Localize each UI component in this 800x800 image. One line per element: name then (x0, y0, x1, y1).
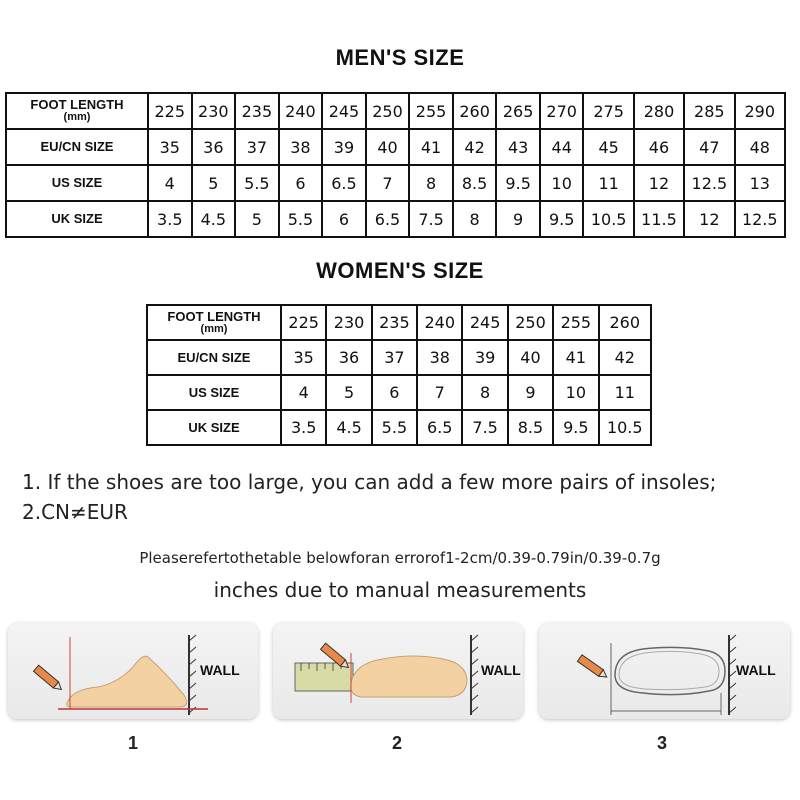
size-cell: 5 (235, 201, 279, 237)
row-label-unit: (mm) (63, 111, 91, 123)
size-cell: 270 (540, 93, 584, 129)
row-label (147, 340, 281, 375)
size-cell: 37 (372, 340, 417, 375)
size-cell: 260 (453, 93, 497, 129)
size-cell: 5 (326, 375, 371, 410)
size-cell: 45 (583, 129, 633, 165)
measure-step-2-panel (273, 623, 523, 719)
size-cell: 12.5 (684, 165, 734, 201)
size-cell: 230 (192, 93, 236, 129)
row-label-text: US SIZE (188, 384, 240, 400)
note-insoles: 1. If the shoes are too large, you can add a few more pairs of insoles; (22, 470, 717, 494)
size-cell: 6 (322, 201, 366, 237)
size-cell: 275 (583, 93, 633, 129)
size-cell: 38 (417, 340, 462, 375)
size-cell: 7.5 (409, 201, 453, 237)
size-cell: 235 (372, 305, 417, 340)
row-label-text: FOOT LENGTH (167, 308, 261, 324)
size-cell: 37 (235, 129, 279, 165)
size-cell: 7 (366, 165, 410, 201)
size-row (6, 201, 785, 237)
size-cell: 8.5 (453, 165, 497, 201)
size-cell: 255 (553, 305, 598, 340)
size-cell: 255 (409, 93, 453, 129)
row-label-text: EU/CN SIZE (177, 349, 251, 365)
size-cell: 9 (508, 375, 553, 410)
size-row (6, 93, 785, 129)
mens-size-table (5, 92, 786, 238)
disclaimer-line-2: inches due to manual measurements (213, 578, 587, 602)
size-cell: 8 (462, 375, 507, 410)
size-cell: 9.5 (496, 165, 540, 201)
size-cell: 6.5 (417, 410, 462, 445)
size-cell: 41 (553, 340, 598, 375)
size-row (6, 129, 785, 165)
size-row (147, 305, 651, 340)
size-cell: 225 (281, 305, 326, 340)
size-cell: 5 (192, 165, 236, 201)
size-row (147, 340, 651, 375)
size-cell: 240 (279, 93, 323, 129)
size-cell: 6.5 (322, 165, 366, 201)
size-cell: 42 (599, 340, 651, 375)
row-label (6, 165, 148, 201)
size-cell: 40 (366, 129, 410, 165)
size-cell: 5.5 (235, 165, 279, 201)
size-row (147, 410, 651, 445)
size-cell: 35 (148, 129, 192, 165)
size-cell: 285 (684, 93, 734, 129)
size-row (6, 165, 785, 201)
size-cell: 6 (279, 165, 323, 201)
size-cell: 8 (409, 165, 453, 201)
size-cell: 8.5 (508, 410, 553, 445)
size-cell: 48 (735, 129, 786, 165)
size-cell: 8 (453, 201, 497, 237)
step-number-2: 2 (392, 733, 403, 753)
size-cell: 10.5 (599, 410, 651, 445)
size-cell: 6 (372, 375, 417, 410)
size-cell: 5.5 (279, 201, 323, 237)
size-cell: 4 (148, 165, 192, 201)
step-number-1: 1 (128, 733, 139, 753)
size-cell: 4.5 (326, 410, 371, 445)
row-label (6, 93, 148, 129)
size-cell: 36 (326, 340, 371, 375)
row-label (6, 129, 148, 165)
size-cell: 39 (462, 340, 507, 375)
row-label-text: UK SIZE (51, 211, 103, 226)
size-cell: 265 (496, 93, 540, 129)
row-label-unit: (mm) (200, 322, 228, 335)
size-cell: 10.5 (583, 201, 633, 237)
size-cell: 245 (462, 305, 507, 340)
row-label (147, 375, 281, 410)
size-cell: 225 (148, 93, 192, 129)
size-cell: 230 (326, 305, 371, 340)
womens-size-table (146, 304, 652, 446)
size-cell: 250 (508, 305, 553, 340)
size-cell: 40 (508, 340, 553, 375)
size-cell: 12 (634, 165, 684, 201)
wall-label: WALL (736, 662, 776, 678)
size-cell: 250 (366, 93, 410, 129)
size-cell: 3.5 (281, 410, 326, 445)
size-cell: 9.5 (553, 410, 598, 445)
wall-label: WALL (481, 662, 521, 678)
size-cell: 10 (540, 165, 584, 201)
size-cell: 7.5 (462, 410, 507, 445)
size-cell: 38 (279, 129, 323, 165)
size-cell: 9 (496, 201, 540, 237)
row-label-text: FOOT LENGTH (30, 97, 124, 112)
size-cell: 9.5 (540, 201, 584, 237)
row-label (6, 201, 148, 237)
size-cell: 35 (281, 340, 326, 375)
size-row (147, 375, 651, 410)
disclaimer-line-1: Pleaserefertothetable belowforan errorof1-2cm/0.39-0.79in/0.39-0.7g (139, 549, 661, 567)
size-cell: 10 (553, 375, 598, 410)
size-cell: 44 (540, 129, 584, 165)
mens-size-title: MEN'S SIZE (335, 45, 465, 70)
measure-step-1-panel (8, 623, 258, 719)
note-cn-eur: 2.CN≠EUR (22, 500, 128, 524)
size-cell: 235 (235, 93, 279, 129)
size-cell: 12 (684, 201, 734, 237)
size-cell: 240 (417, 305, 462, 340)
size-cell: 11 (599, 375, 651, 410)
step-number-3: 3 (657, 733, 668, 753)
size-cell: 11.5 (634, 201, 684, 237)
size-cell: 7 (417, 375, 462, 410)
size-cell: 280 (634, 93, 684, 129)
row-label-text: US SIZE (51, 175, 103, 190)
size-cell: 39 (322, 129, 366, 165)
size-cell: 13 (735, 165, 786, 201)
size-cell: 36 (192, 129, 236, 165)
row-label-text: UK SIZE (188, 419, 240, 435)
size-cell: 43 (496, 129, 540, 165)
size-cell: 46 (634, 129, 684, 165)
row-label (147, 410, 281, 445)
size-cell: 11 (583, 165, 633, 201)
wall-label: WALL (200, 662, 240, 678)
measure-step-3-panel (539, 623, 790, 719)
size-cell: 41 (409, 129, 453, 165)
size-cell: 245 (322, 93, 366, 129)
size-cell: 42 (453, 129, 497, 165)
size-cell: 4.5 (192, 201, 236, 237)
size-cell: 4 (281, 375, 326, 410)
size-cell: 290 (735, 93, 786, 129)
size-cell: 5.5 (372, 410, 417, 445)
size-cell: 260 (599, 305, 651, 340)
size-cell: 12.5 (735, 201, 786, 237)
row-label (147, 305, 281, 340)
size-cell: 3.5 (148, 201, 192, 237)
size-cell: 6.5 (366, 201, 410, 237)
size-cell: 47 (684, 129, 734, 165)
womens-size-title: WOMEN'S SIZE (316, 258, 484, 283)
row-label-text: EU/CN SIZE (40, 139, 114, 154)
